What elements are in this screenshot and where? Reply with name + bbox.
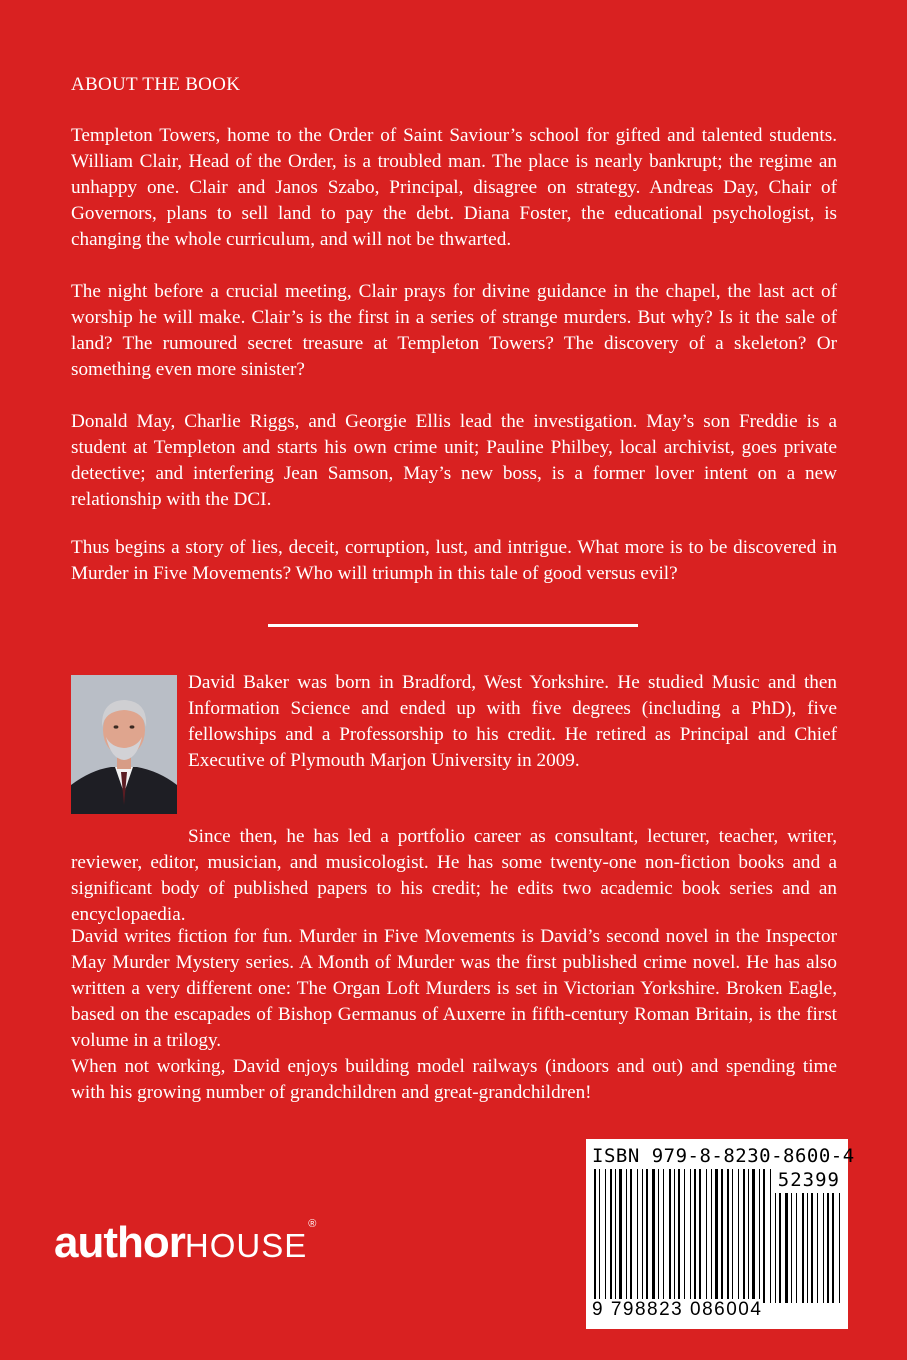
barcode-bar [732,1169,733,1303]
barcode-bar [678,1169,680,1303]
barcode-bar [738,1169,739,1303]
barcode-bar [626,1169,627,1303]
barcode-bar [615,1169,616,1303]
barcode-bar [684,1169,685,1303]
isbn-barcode [586,1139,855,1329]
synopsis-paragraph-2: The night before a crucial meeting, Clair prays for divine guidance in the chapel, the last act of worship he will make. Clair’s is the first in a series of strange murders. But why? Is it the sale of land? The rumoured secret treasure at Templeton Towers? The discovery of a skeleton? Or something even more sinister? [71,281,837,380]
barcode-bar [727,1169,729,1303]
barcode-bar [715,1169,718,1303]
author-bio-paragraph-2: Since then, he has led a portfolio career as consultant, lecturer, teacher, writer, reviewer, editor, musician, and musicologist. He has some twenty-one non-fiction books and a significant body of published papers to his credit; he edits two academic book series and an encyclopaedia. [71,826,837,925]
barcode-bar [770,1169,771,1303]
barcode-bar [610,1169,612,1303]
synopsis-paragraph-1: Templeton Towers, home to the Order of Saint Saviour’s school for gifted and talented students. William Clair, Head of the Order, is a troubled man. The place is nearly bankrupt; the regime an unhappy one. Clair and Janos Szabo, Principal, disagree on strategy. Andreas Day, Chair of Governors, plans to sell land to pay the debt. Diana Foster, the educational psychologist, is changing the whole curriculum, and will not be thwarted. [71,125,837,250]
author-bio-paragraph-3: David writes fiction for fun. Murder in Five Movements is David’s second novel in the Inspector May Murder Mystery series. A Month of Murder was the first published crime novel. He has also written a very different one: The Organ Loft Murders is set in Victorian Yorkshire. Broken Eagle, based on the escapades of Bishop Germanus of Auxerre in fifth-century Roman Britain, is the first volume in a trilogy. [71,926,837,1051]
barcode-bar [642,1169,643,1303]
barcode-bar [743,1169,745,1303]
barcode-bar [752,1169,755,1303]
barcode-bar [694,1169,696,1303]
barcode-bar [699,1169,701,1303]
barcode-bar [690,1169,691,1303]
barcode-bar [594,1169,596,1303]
publisher-logo [54,1218,316,1268]
barcode-bar [748,1169,749,1303]
author-portrait-icon [71,675,177,814]
synopsis-paragraph-3: Donald May, Charlie Riggs, and Georgie Ellis lead the investigation. May’s son Freddie is a student at Templeton and starts his own crime unit; Pauline Philbey, local archivist, goes private detective; and interfering Jean Samson, May’s new boss, is a former lover intent on a new relationship with the DCI. [71,411,837,510]
barcode-bar [663,1169,664,1303]
logo-house-text: HOUSE [184,1227,308,1264]
registered-mark: ® [308,1218,317,1230]
logo-author-text: author [54,1218,185,1267]
about-heading: ABOUT THE BOOK [71,74,241,95]
barcode-bar [721,1169,723,1303]
barcode-bar [646,1169,648,1303]
barcode-number: 9 798823 086004 [592,1299,763,1320]
barcode-bar [763,1169,765,1303]
barcode-bar [637,1169,638,1303]
barcode-bar [658,1169,659,1303]
barcode-bar [630,1169,632,1303]
barcode-bar [759,1169,760,1303]
price-code: 52399 [777,1169,840,1191]
barcode-bar [652,1169,655,1303]
barcode-bar [605,1169,606,1303]
barcode-bar [619,1169,622,1303]
author-bio-paragraph-1: David Baker was born in Bradford, West Yorkshire. He studied Music and then Information Science and ended up with five degrees (including a PhD), five fellowships and a Professorship to his credit. He retired as Principal and Chief Executive of Plymouth Marjon University in 2009. [188,672,837,771]
barcode-bar [706,1169,707,1303]
barcode-bar [711,1169,712,1303]
barcode-bar [674,1169,675,1303]
author-bio-paragraph-4: When not working, David enjoys building model railways (indoors and out) and spending time with his growing number of grandchildren and great-grandchildren! [71,1056,837,1103]
isbn-label: ISBN 979-8-8230-8600-4 [592,1145,855,1167]
barcode-bar [599,1169,600,1303]
barcode-bar [669,1169,671,1303]
section-divider [268,624,638,627]
author-photo [71,675,177,814]
synopsis-paragraph-4: Thus begins a story of lies, deceit, corruption, lust, and intrigue. What more is to be discovered in Murder in Five Movements? Who will triumph in this tale of good versus evil? [71,537,837,584]
